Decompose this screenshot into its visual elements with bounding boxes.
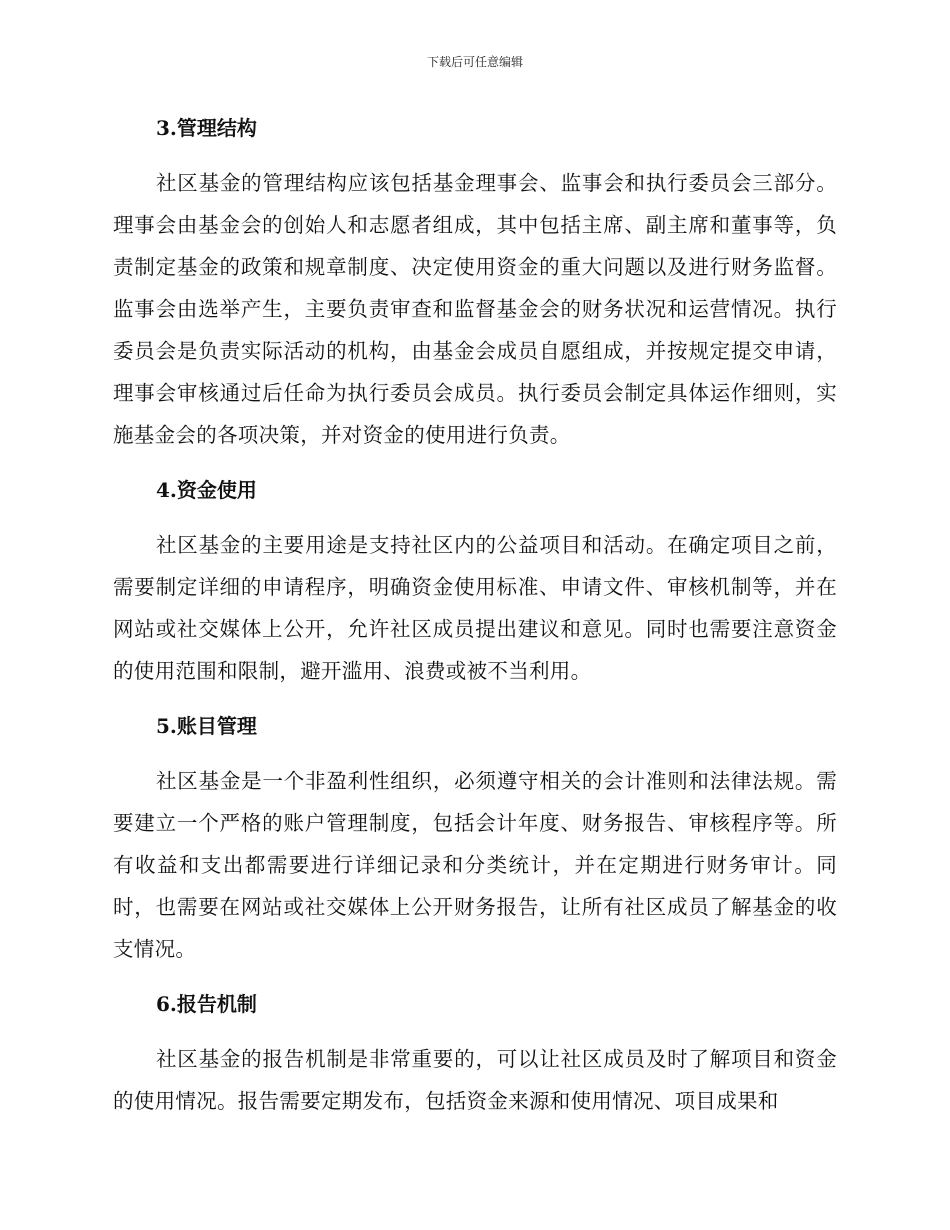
section-management-structure <box>113 108 837 456</box>
section-reporting-mechanism <box>113 984 837 1122</box>
section-account-management <box>113 706 837 970</box>
section-fund-usage <box>113 470 837 692</box>
section-heading: 6.报告机制 <box>156 992 257 1016</box>
section-heading: 5.账目管理 <box>156 714 257 738</box>
section-paragraph: 社区基金的报告机制是非常重要的，可以让社区成员及时了解项目和资金的使用情况。报告需要定期发布，包括资金来源和使用情况、项目成果和 <box>113 1047 837 1113</box>
section-paragraph: 社区基金的管理结构应该包括基金理事会、监事会和执行委员会三部分。理事会由基金会的创始人和志愿者组成，其中包括主席、副主席和董事等，负责制定基金的政策和规章制度、决定使用资金的重大问题以及进行财务监督。监事会由选举产生，主要负责审查和监督基金会的财务状况和运营情况。执行委员会是负责实际活动的机构，由基金会成员自愿组成，并按规定提交申请，理事会审核通过后任命为执行委员会成员。执行委员会制定具体运作细则，实施基金会的各项决策，并对资金的使用进行负责。 <box>113 171 837 447</box>
section-heading: 4.资金使用 <box>156 478 257 502</box>
section-heading: 3.管理结构 <box>156 116 257 140</box>
section-paragraph: 社区基金的主要用途是支持社区内的公益项目和活动。在确定项目之前，需要制定详细的申请程序，明确资金使用标准、申请文件、审核机制等，并在网站或社交媒体上公开，允许社区成员提出建议和意见。同时也需要注意资金的使用范围和限制，避开滥用、浪费或被不当利用。 <box>113 533 837 683</box>
page-header-note: 下载后可任意编辑 <box>426 55 523 69</box>
section-paragraph: 社区基金是一个非盈利性组织，必须遵守相关的会计准则和法律法规。需要建立一个严格的账户管理制度，包括会计年度、财务报告、审核程序等。所有收益和支出都需要进行详细记录和分类统计，并在定期进行财务审计。同时，也需要在网站或社交媒体上公开财务报告，让所有社区成员了解基金的收支情况。 <box>113 769 837 961</box>
document-body <box>113 108 837 1136</box>
